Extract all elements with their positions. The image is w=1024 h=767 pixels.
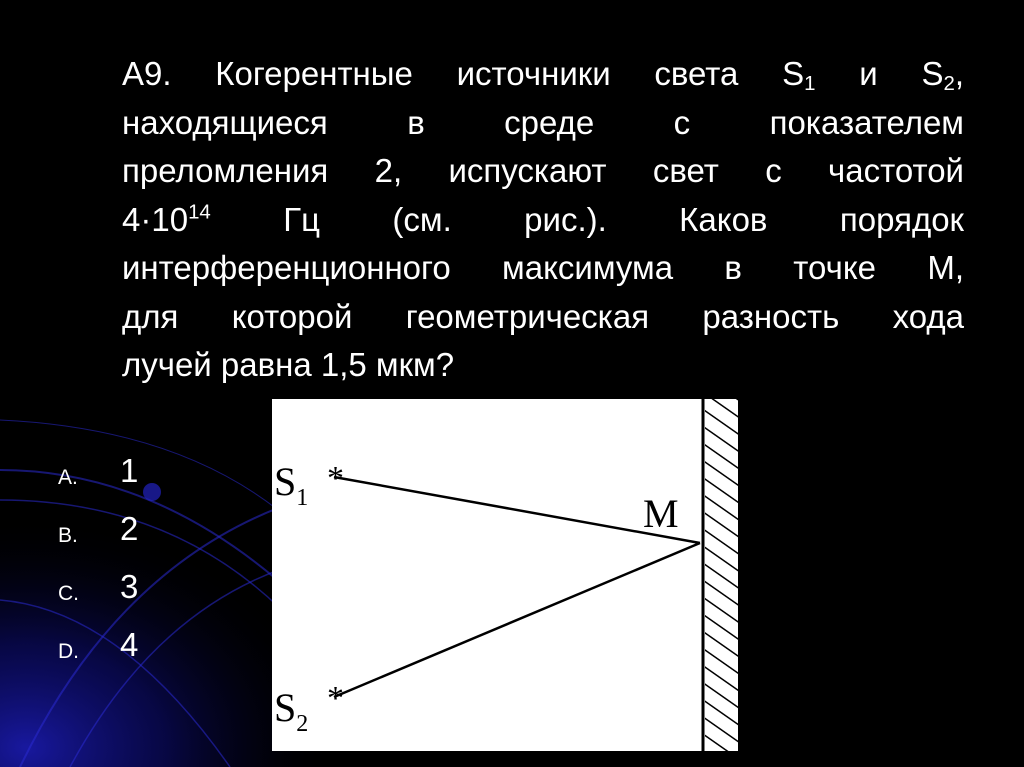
answer-letter: C. — [58, 582, 79, 605]
source-s2-star: * — [327, 680, 344, 717]
question-line: для которой геометрическая разность хода — [122, 297, 964, 335]
question-line: $4\cdot 10^{14}$ Гц (см. рис.). Каков порядок — [122, 200, 964, 238]
source-s1-label: $S_1$ — [274, 459, 309, 511]
question-text — [122, 50, 964, 390]
question-line: находящиеся в среде с показателем — [122, 103, 964, 141]
interference-diagram — [272, 399, 738, 751]
answer-value: 2 — [120, 510, 139, 547]
source-s1-star: * — [327, 460, 344, 497]
point-m-label: M — [643, 491, 679, 536]
question-line: А9. Когерентные источники света $S_1$ и $S_2$, — [122, 55, 965, 96]
answer-value: 3 — [120, 568, 139, 605]
question-line: лучей равна 1,5 мкм? — [122, 346, 455, 383]
screen-hatching — [705, 399, 738, 751]
source-s2-label: $S_2$ — [274, 685, 309, 737]
answer-letter: A. — [58, 466, 78, 489]
answer-letter: B. — [58, 524, 78, 547]
question-line: преломления 2, испускают свет с частотой — [122, 152, 964, 189]
question-line: интерференционного максимума в точке М, — [122, 249, 964, 286]
answer-letter: D. — [58, 640, 79, 663]
answer-value: 1 — [120, 452, 139, 489]
answer-value: 4 — [120, 626, 139, 663]
